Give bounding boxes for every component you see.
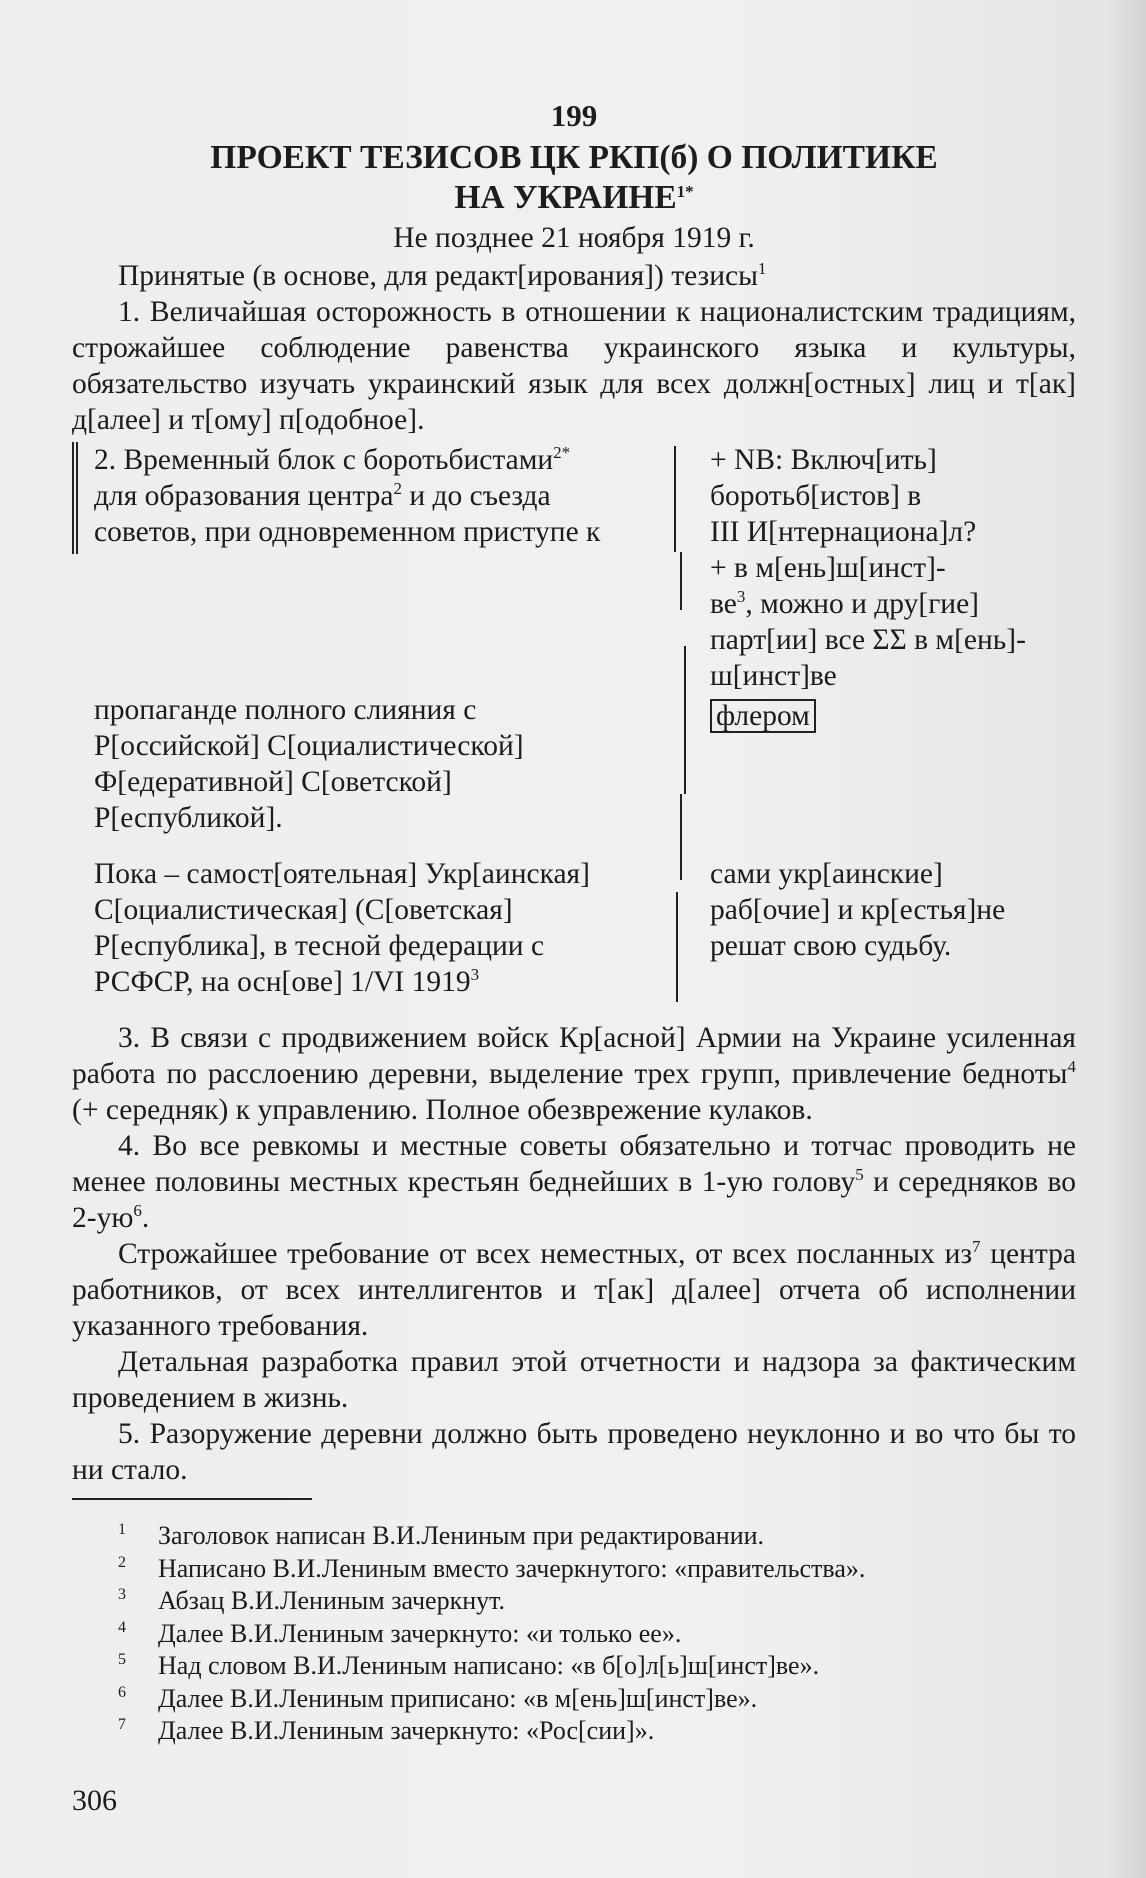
footnote-marker: 4 <box>1067 1057 1076 1076</box>
thesis-2-two-column <box>72 442 1076 1020</box>
thesis-2-left-part2: пропаганде полного слияния с Р[оссийской] С[оциалистической] Ф[едеративной] С[оветской] Р[еспубликой]. <box>94 694 524 834</box>
framed-word: флером <box>710 699 816 733</box>
footnote-separator <box>72 1498 312 1500</box>
intro-line: Принятые (в основе, для редакт[ирования]) тезисы$^1$ <box>118 259 767 292</box>
column-divider <box>680 794 682 880</box>
footnote-item: 7 Далее В.И.Лениным зачеркнуто: «Рос[сии]». <box>118 1716 655 1745</box>
thesis-4-details: Детальная разработка правил этой отчетности и надзора за фактическим проведением в жизнь. <box>72 1346 1076 1414</box>
page-number: 306 <box>72 1784 117 1817</box>
column-divider <box>674 446 676 552</box>
footnote-item: 1 Заголовок написан В.И.Лениным при редактировании. <box>118 1521 765 1550</box>
page-spine-shadow <box>1106 0 1146 1878</box>
column-divider <box>684 646 686 794</box>
footnotes-list <box>72 1520 1076 1748</box>
footnote-item: 2 Написано В.И.Лениным вместо зачеркнутого: «правительства». <box>118 1553 866 1583</box>
thesis-3: 3. В связи с продвижением войск Кр[асной] Армии на Украине усиленная работа по расслоению деревни, выделение трех групп, привлечение бедноты$^4$ (+ середняк) к управлению. Полное обезврежение кулаков. <box>72 1022 1076 1126</box>
column-divider <box>676 892 678 1002</box>
title-line-2: НА $УКРАИНЕ^{1*}$ <box>454 179 694 216</box>
footnote-marker: 5 <box>855 1165 864 1184</box>
left-margin-mark <box>72 442 78 554</box>
document-title <box>72 138 1076 218</box>
thesis-1: 1. Величайшая осторожность в отношении к националистским традициям, строжайшее соблюдение равенства украинского языка и культуры, обязательство изучать украинский язык для всех должн[остных] лиц и т[ак] д[алее] и т[ому] п[одобное]. <box>72 296 1076 436</box>
thesis-4: 4. Во все ревкомы и местные советы обязательно и тотчас проводить не менее половины местных крестьян беднейших в 1-ую голову$^5$ и середняков во $2-ую^6$. <box>72 1130 1076 1234</box>
margin-note-right: + NB: Включ[ить] боротьб[истов] в III И[нтернациона]л? + в м[ень]ш[инст]- $ве^3$, можно и дру[гие] парт[ии] все ΣΣ в м[ень]- ш[инст]ве флером <box>710 444 1026 732</box>
title-line-1: ПРОЕКТ ТЕЗИСОВ ЦК РКП(б) О ПОЛИТИКЕ <box>210 139 938 176</box>
footnote-item: 5 Над словом В.И.Лениным написано: «в б[о]л[ь]ш[инст]ве». <box>118 1651 820 1680</box>
page-content <box>72 98 1076 1748</box>
footnote-item: 3 Абзац В.И.Лениным зачеркнут. <box>118 1586 506 1615</box>
footnote-item: 4 Далее В.И.Лениным зачеркнуто: «и только ее». <box>118 1618 682 1648</box>
footnote-marker: 7 <box>972 1237 981 1256</box>
thesis-4-requirement: Строжайшее требование от всех неместных, от всех посланных $из^7$ центра работников, от всех интеллигентов и т[ак] д[алее] отчета об исполнении указанного требования. <box>72 1237 1076 1342</box>
thesis-5: 5. Разоружение деревни должно быть проведено неуклонно и во что бы то ни стало. <box>72 1418 1076 1486</box>
document-number: 199 <box>550 98 598 133</box>
footnote-marker: 1 <box>757 259 767 278</box>
thesis-2-left-part1: 2. Временный блок с боротьбистами$^{2*}$ для образования центра$^2$ и до съезда советов, при одновременном приступе к <box>94 443 601 548</box>
footnote-marker: 6 <box>133 1201 142 1220</box>
thesis-2b-right: сами укр[аинские] раб[очие] и кр[естья]не решат свою судьбу. <box>710 858 1006 962</box>
footnote-marker: 3 <box>470 965 480 984</box>
footnote-marker: 3 <box>736 587 746 606</box>
footnote-item: 6 Далее В.И.Лениным приписано: «в м[ень]ш[инст]ве». <box>118 1683 758 1713</box>
footnote-marker: 2* <box>553 443 571 462</box>
footnote-marker: 1* <box>676 182 694 201</box>
thesis-2b-left: Пока – самост[оятельная] Укр[аинская] С[оциалистическая] (С[оветская] Р[еспублика], в тесной федерации с РСФСР, на осн[ове] 1/VI 1919$^3$ <box>94 858 590 998</box>
footnote-marker: 2 <box>393 479 402 498</box>
column-divider <box>680 552 682 610</box>
document-date: Не позднее 21 ноября 1919 г. <box>393 222 755 254</box>
